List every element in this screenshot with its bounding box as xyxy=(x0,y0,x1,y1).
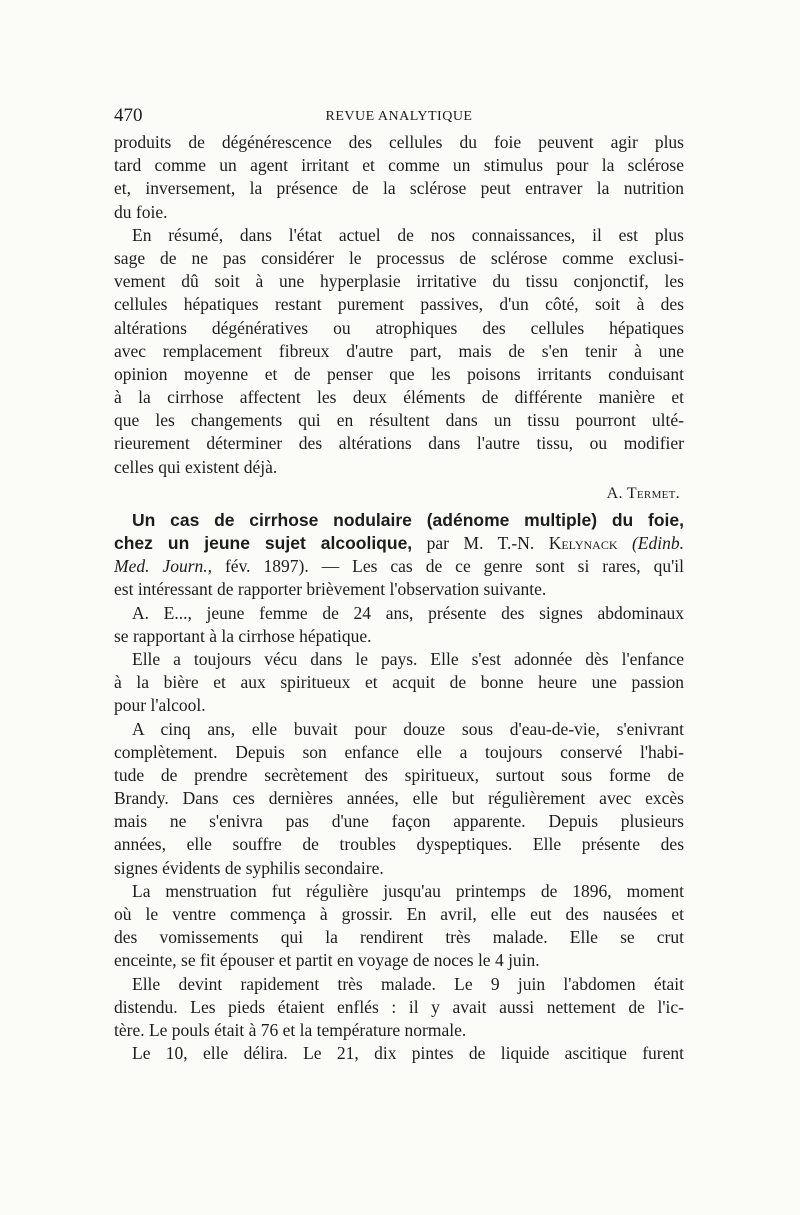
text-line: tard comme un agent irritant et comme un stimulus pour la sclérose xyxy=(114,155,684,176)
text-line: Brandy. Dans ces dernières années, elle but régulièrement avec excès xyxy=(114,788,684,809)
text-line: mais ne s'enivra pas d'une façon apparente. Depuis plusieurs xyxy=(114,811,684,832)
text-line: vement dû soit à une hyperplasie irritative du tissu conjonctif, les xyxy=(114,271,684,292)
paragraph-8 xyxy=(114,1042,684,1065)
text-line: tude de prendre secrètement des spiritueux, surtout sous forme de xyxy=(114,764,684,785)
text-line: A cinq ans, elle buvait pour douze sous d'eau-de-vie, s'enivrant xyxy=(132,718,684,739)
text-line: et, inversement, la présence de la sclérose peut entraver la nutrition xyxy=(114,178,684,199)
running-header xyxy=(114,105,684,131)
article-source-line xyxy=(114,555,684,578)
article-heading xyxy=(114,509,684,602)
article-by: par M. T.-N. xyxy=(412,533,549,553)
text-line: enceinte, se fit épouser et partit en voyage de noces le 4 juin. xyxy=(114,950,540,971)
article-source-journal: Med. Journ., xyxy=(114,556,213,577)
text-line: distendu. Les pieds étaient enflés : il y avait aussi nettement de l'ic- xyxy=(114,996,684,1017)
article-space xyxy=(617,533,632,553)
text-line: complètement. Depuis son enfance elle a toujours conservé l'habi- xyxy=(114,741,684,762)
text-line: se rapportant à la cirrhose hépatique. xyxy=(114,625,372,646)
text-line: sage de ne pas considérer le processus de sclérose comme exclusi- xyxy=(114,247,684,268)
running-title: REVUE ANALYTIQUE xyxy=(325,109,473,124)
paragraph-3 xyxy=(114,602,684,648)
article-title: Un cas de cirrhose nodulaire (adénome multiple) du foie, xyxy=(132,509,684,530)
paragraph-6 xyxy=(114,880,684,973)
article-source-date: fév. 1897). — Les cas de ce genre sont si rares, qu'il xyxy=(212,556,684,577)
text-line: Elle devint rapidement très malade. Le 9 juin l'abdomen était xyxy=(132,973,684,994)
author-signature xyxy=(114,479,684,509)
text-line: tère. Le pouls était à 76 et la température normale. xyxy=(114,1019,467,1040)
article-title-continued: chez un jeune sujet alcoolique, xyxy=(114,533,413,553)
document-page xyxy=(114,105,684,1065)
text-line: La menstruation fut régulière jusqu'au printemps de 1896, moment xyxy=(132,880,684,901)
paragraph-7 xyxy=(114,973,684,1043)
text-line: En résumé, dans l'état actuel de nos connaissances, il est plus xyxy=(132,224,684,245)
text-line: Elle a toujours vécu dans le pays. Elle s'est adonnée dès l'enfance xyxy=(132,648,684,669)
text-line: A. E..., jeune femme de 24 ans, présente des signes abdominaux xyxy=(132,602,684,623)
text-line: celles qui existent déjà. xyxy=(114,456,278,477)
paragraph-5 xyxy=(114,718,684,880)
article-title-line-1 xyxy=(114,509,684,532)
text-line: cellules hépatiques restant purement passives, d'un côté, soit à des xyxy=(114,294,684,315)
text-line: avec remplacement fibreux d'autre part, mais de s'en tenir à une xyxy=(114,340,684,361)
text-line: signes évidents de syphilis secondaire. xyxy=(114,857,384,878)
article-author: Kelynack xyxy=(548,533,618,553)
text-line: à la cirrhose affectent les deux éléments de différente manière et xyxy=(114,387,684,408)
text-line: du foie. xyxy=(114,201,168,222)
paragraph-2 xyxy=(114,224,684,479)
text-line: à la bière et aux spiritueux et acquit de bonne heure une passion xyxy=(114,672,684,693)
article-title-line-2 xyxy=(114,532,684,555)
text-line: des vomissements qui la rendirent très malade. Elle se crut xyxy=(114,927,684,948)
text-line: que les changements qui en résultent dans un tissu pourront ulté- xyxy=(114,410,684,431)
text-line: Le 10, elle délira. Le 21, dix pintes de liquide ascitique furent xyxy=(132,1043,684,1064)
text-line: rieurement déterminer des altérations dans l'autre tissu, ou modifier xyxy=(114,433,684,454)
signature-text: A. Termet. xyxy=(606,484,680,502)
text-line: est intéressant de rapporter brièvement l'observation suivante. xyxy=(114,579,547,600)
paragraph-4 xyxy=(114,648,684,718)
paragraph-1 xyxy=(114,131,684,224)
article-source: (Edinb. xyxy=(631,533,684,553)
text-line: années, elle souffre de troubles dyspeptiques. Elle présente des xyxy=(114,834,684,855)
page-number: 470 xyxy=(114,105,143,126)
text-line: où le ventre commença à grossir. En avril, elle eut des nausées et xyxy=(114,904,684,924)
text-line: opinion moyenne et de penser que les poisons irritants conduisant xyxy=(114,363,684,384)
text-line: produits de dégénérescence des cellules du foie peuvent agir plus xyxy=(114,132,684,152)
text-line: altérations dégénératives ou atrophiques des cellules hépatiques xyxy=(114,317,684,338)
text-line: pour l'alcool. xyxy=(114,695,206,716)
